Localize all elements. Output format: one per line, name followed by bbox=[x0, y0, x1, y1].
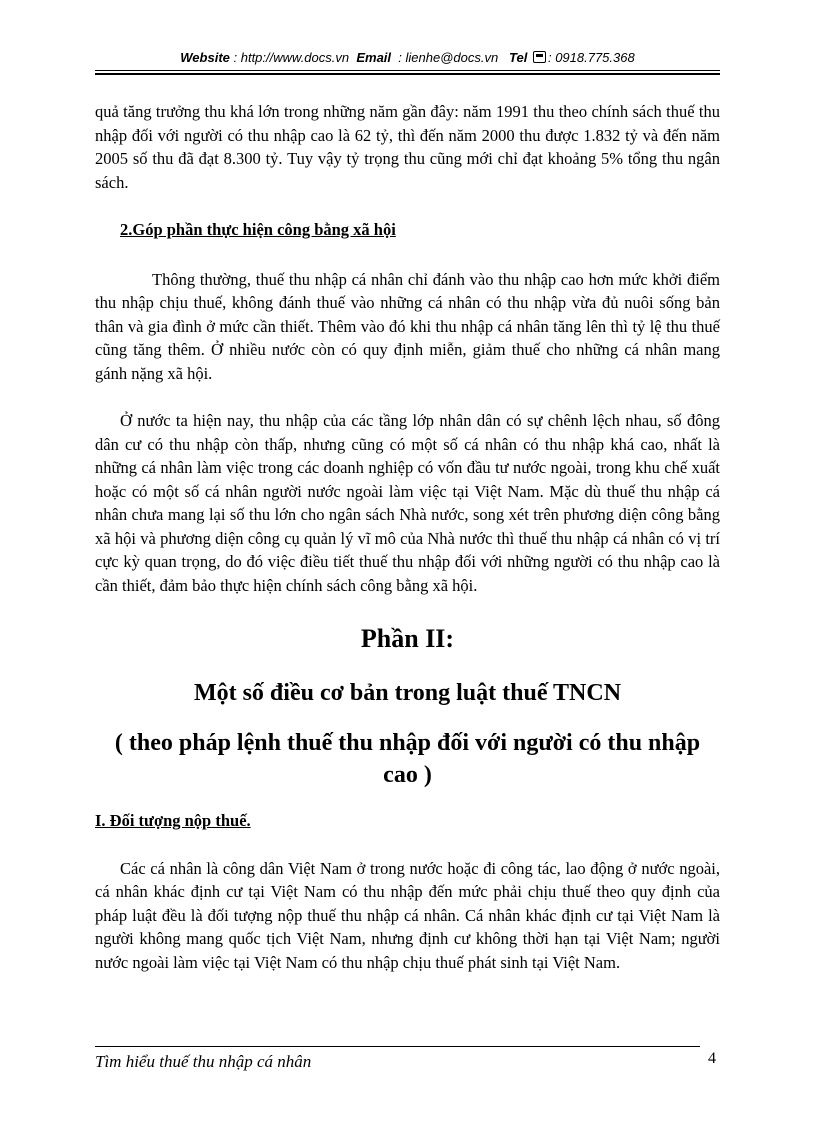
header-rule-thin bbox=[95, 70, 720, 71]
footer-title: Tìm hiểu thuế thu nhập cá nhân bbox=[95, 1052, 312, 1071]
website-label: Website bbox=[180, 50, 230, 65]
telephone-icon bbox=[533, 51, 546, 63]
section-I-heading: I. Đối tượng nộp thuế. bbox=[95, 811, 251, 830]
intro-paragraph: quả tăng trưởng thu khá lớn trong những năm gần đây: năm 1991 thu theo chính sách thuế thu nhập đối với người có thu nhập cao là 62 tỷ, thì đến năm 2000 thu được 1.832 tỷ và đến năm 2005 số thu đã đạt 8.300 tỷ. Tuy vậy tỷ trọng thu cũng mới chỉ đạt khoảng 5% tổng thu ngân sách. bbox=[95, 102, 720, 192]
part-subtitle-2: ( theo pháp lệnh thuế thu nhập đối với người có thu nhập cao ) bbox=[114, 730, 701, 788]
website-value: : http://www.docs.vn bbox=[233, 50, 350, 65]
page-header bbox=[95, 50, 720, 65]
section-2-paragraph-1: Thông thường, thuế thu nhập cá nhân chỉ đánh vào thu nhập cao hơn mức khởi điểm thu nhập chịu thuế, không đánh thuế vào những cá nhân có thu nhập vừa đủ nuôi sống bản thân và gia đình ở mức cần thiết. Thêm vào đó khi thu nhập cá nhân tăng lên thì tỷ lệ thu thuế cũng tăng thêm. Ở nhiều nước còn có quy định miễn, giảm thuế cho những cá nhân mang gánh nặng xã hội. bbox=[95, 269, 720, 383]
section-I-paragraph: Các cá nhân là công dân Việt Nam ở trong nước hoặc đi công tác, lao động ở nước ngoài, cá nhân khác định cư tại Việt Nam có thu nhập đến mức phải chịu thuế theo quy định của pháp luật đều là đối tượng nộp thuế thu nhập cá nhân. Cá nhân khác định cư tại Việt Nam là người không mang quốc tịch Việt Nam, nhưng định cư không thời hạn tại Việt Nam; người nước ngoài làm việc tại Việt Nam có thu nhập chịu thuế phát sinh tại Việt Nam. bbox=[95, 858, 720, 972]
footer-rule bbox=[95, 1046, 700, 1047]
tel-label: Tel bbox=[509, 50, 528, 65]
section-2-heading: 2.Góp phần thực hiện công bằng xã hội bbox=[120, 220, 396, 239]
section-2-paragraph-2: Ở nước ta hiện nay, thu nhập của các tầng lớp nhân dân có sự chênh lệch nhau, số đông dân cư có thu nhập còn thấp, nhưng cũng có một số cá nhân có thu nhập khá cao, nhất là những cá nhân làm việc trong các doanh nghiệp có vốn đầu tư nước ngoài, trong khu chế xuất hoặc có một số cá nhân người nước ngoài làm việc tại Việt Nam. Mặc dù thuế thu nhập cá nhân chưa mang lại số thu lớn cho ngân sách Nhà nước, song xét trên phương diện công bằng xã hội và phương diện công cụ quản lý vĩ mô của Nhà nước thì thuế thu nhập cá nhân có vị trí cực kỳ quan trọng, do đó việc điều tiết thuế thu nhập đối với những người có thu nhập cao là cần thiết, đảm bảo thực hiện chính sách công bằng xã hội. bbox=[95, 411, 720, 595]
email-label: Email bbox=[356, 50, 392, 65]
part-subtitle: Một số điều cơ bản trong luật thuế TNCN bbox=[193, 680, 622, 706]
part-title: Phần II: bbox=[360, 624, 455, 653]
document-body bbox=[95, 100, 720, 974]
page-number: 4 bbox=[708, 1050, 716, 1067]
email-value: : lienhe@docs.vn bbox=[398, 50, 499, 65]
tel-value: : 0918.775.368 bbox=[547, 50, 635, 65]
header-rule-thick bbox=[95, 73, 720, 75]
